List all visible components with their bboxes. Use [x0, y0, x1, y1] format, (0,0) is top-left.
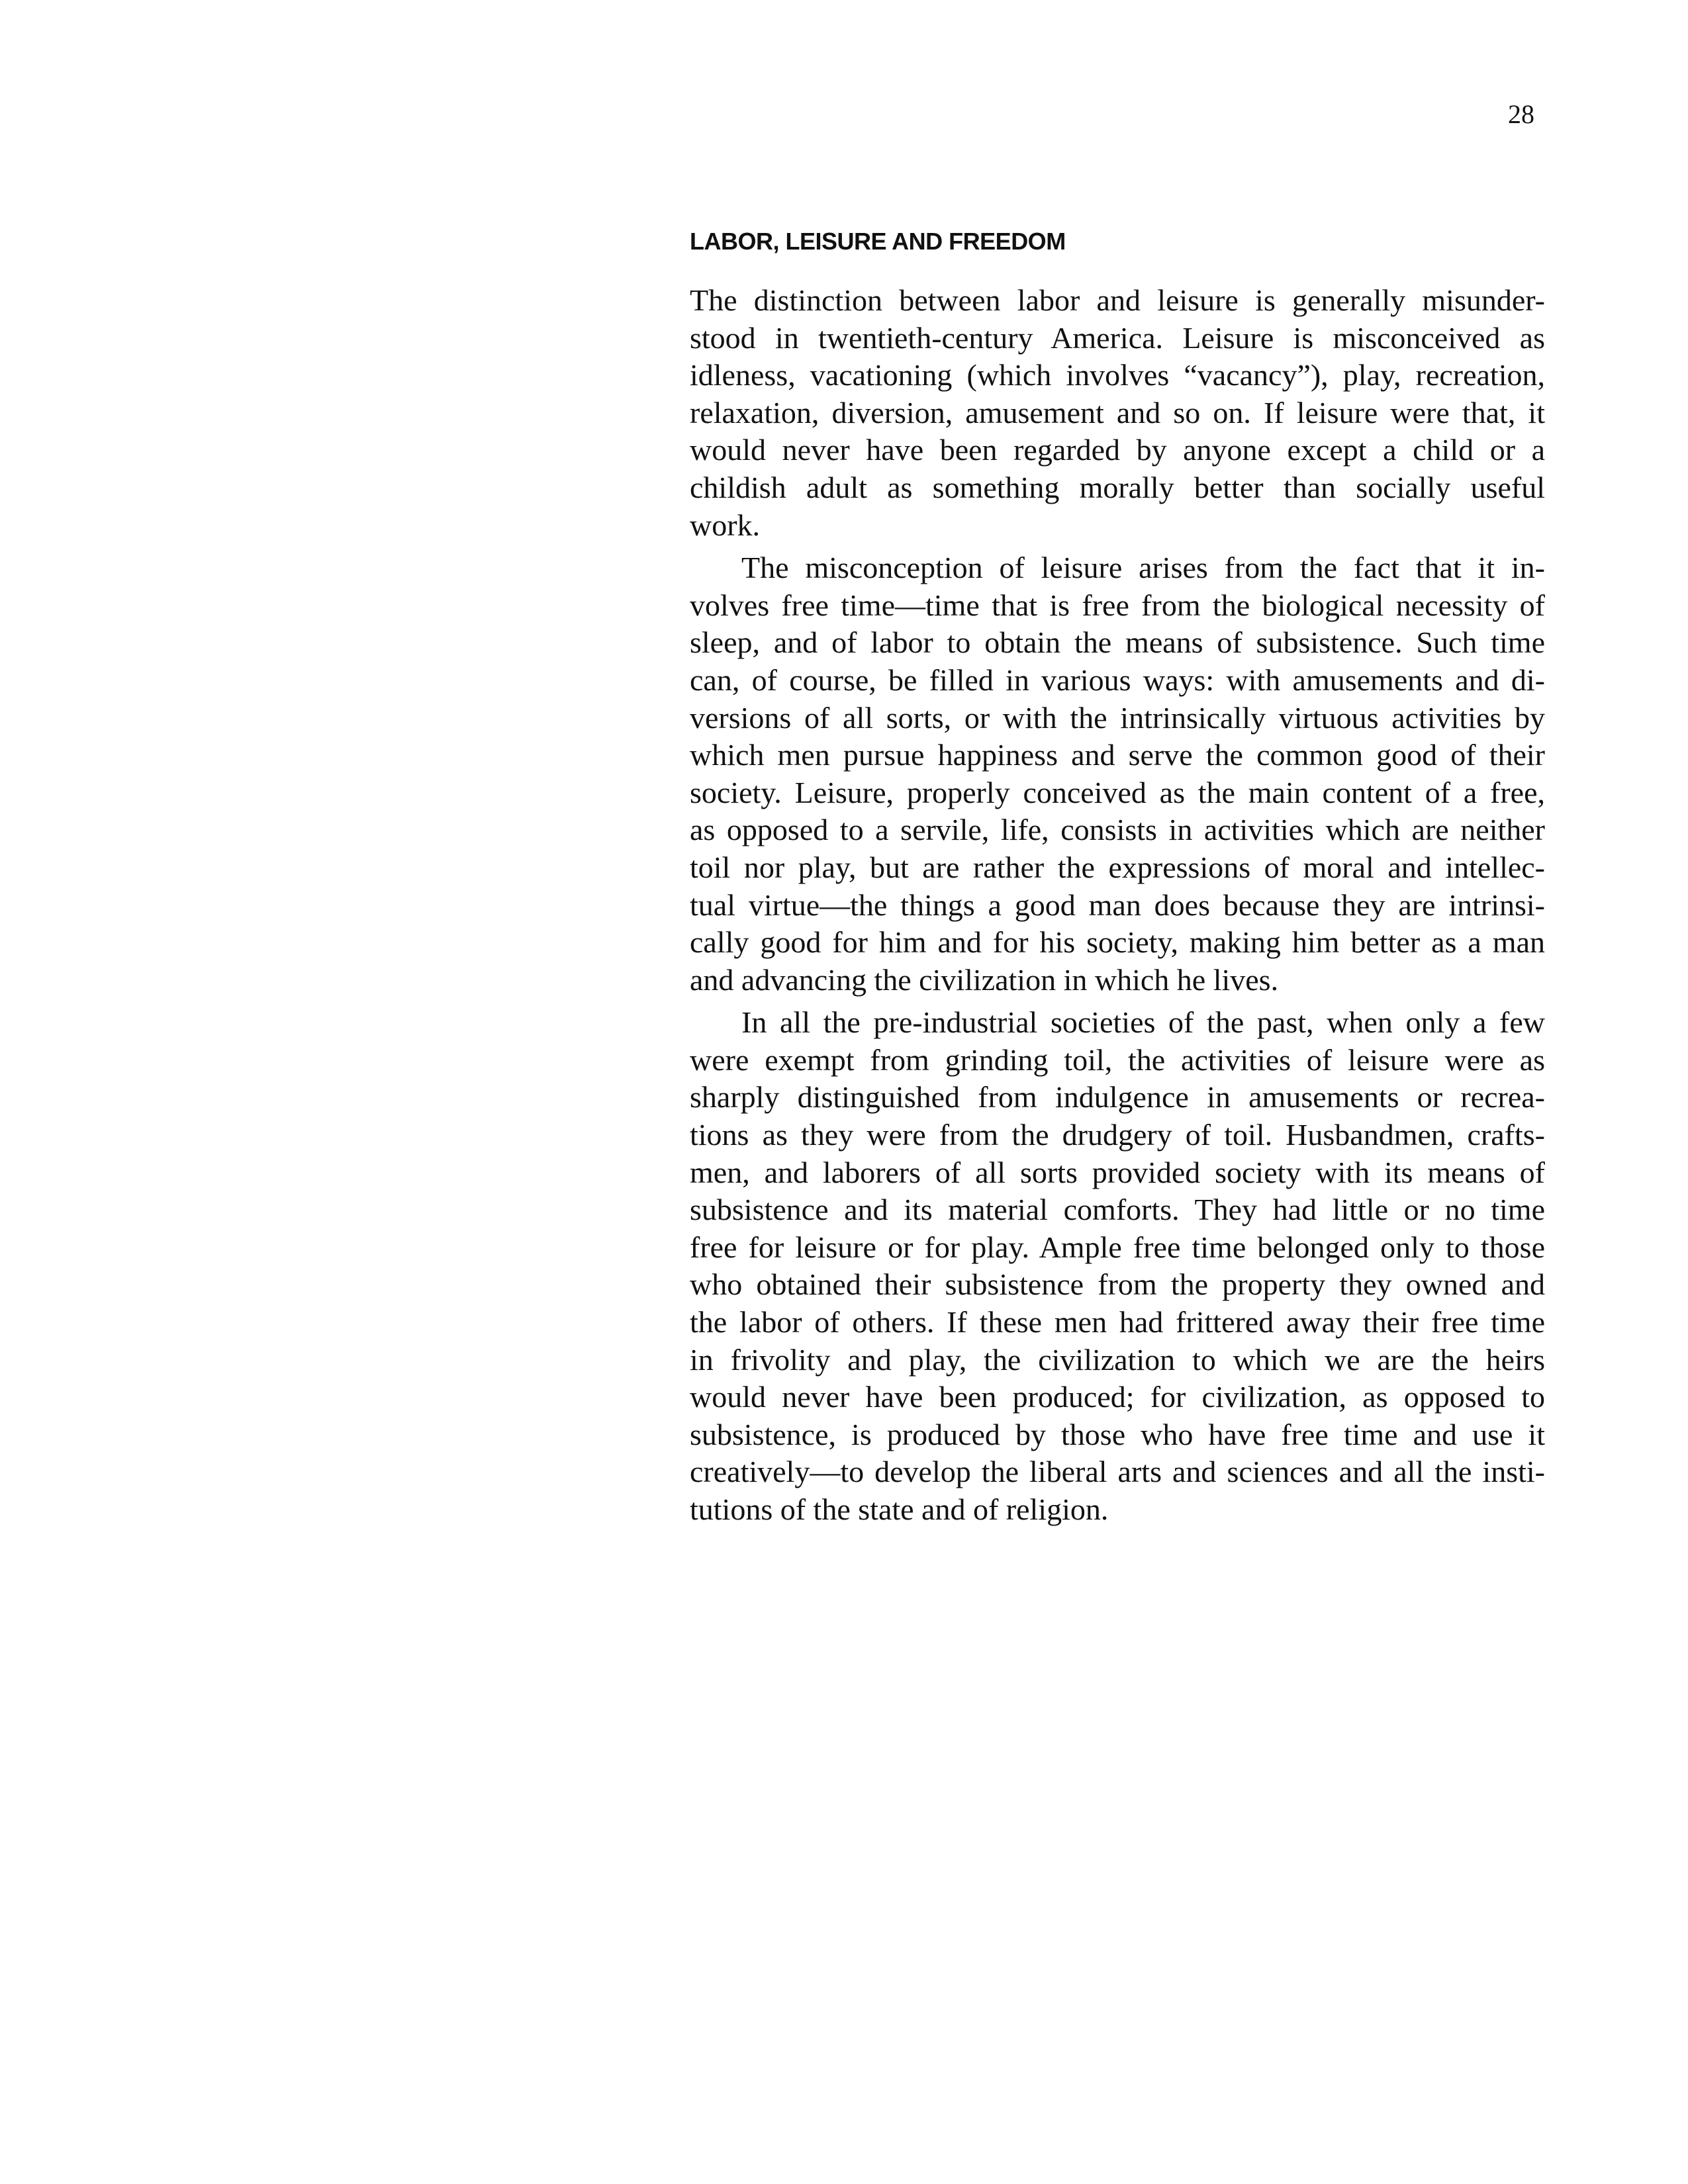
text-line: the labor of others. If these men had frittered away their free time	[690, 1305, 1545, 1340]
text-line: work.	[690, 508, 761, 542]
text-line: would never have been produced; for civilization, as opposed to	[690, 1380, 1545, 1414]
text-line: sleep, and of labor to obtain the means of subsistence. Such time	[690, 625, 1545, 660]
body-text	[690, 282, 1545, 1534]
paragraph	[690, 549, 1545, 999]
paragraph	[690, 282, 1545, 544]
text-line: society. Leisure, properly conceived as the main content of a free,	[690, 775, 1545, 809]
text-line: and advancing the civilization in which he lives.	[690, 962, 1279, 997]
text-line: tions as they were from the drudgery of toil. Husbandmen, crafts-	[690, 1118, 1545, 1152]
text-line: subsistence and its material comforts. They had little or no time	[690, 1193, 1545, 1227]
text-line: In all the pre-industrial societies of the past, when only a few	[741, 1005, 1545, 1040]
paragraph	[690, 1004, 1545, 1528]
text-line: free for leisure or for play. Ample free time belonged only to those	[690, 1230, 1545, 1264]
text-line: cally good for him and for his society, making him better as a man	[690, 925, 1545, 960]
text-line: toil nor play, but are rather the expressions of moral and intellec-	[690, 850, 1545, 884]
text-line: relaxation, diversion, amusement and so on. If leisure were that, it	[690, 395, 1545, 430]
text-line: volves free time—time that is free from the biological necessity of	[690, 588, 1545, 622]
text-line: which men pursue happiness and serve the common good of their	[690, 738, 1545, 772]
text-line: as opposed to a servile, life, consists in activities which are neither	[690, 813, 1545, 847]
text-line: subsistence, is produced by those who have free time and use it	[690, 1417, 1545, 1451]
page-number: 28	[1508, 99, 1534, 129]
text-line: The distinction between labor and leisure is generally misunder-	[690, 283, 1545, 317]
text-line: versions of all sorts, or with the intrinsically virtuous activities by	[690, 700, 1545, 735]
text-line: creatively—to develop the liberal arts and sciences and all the insti-	[690, 1455, 1545, 1489]
text-line: tutions of the state and of religion.	[690, 1492, 1109, 1526]
text-line: who obtained their subsistence from the property they owned and	[690, 1267, 1545, 1302]
text-line: idleness, vacationing (which involves “vacancy”), play, recreation,	[690, 358, 1545, 392]
text-line: can, of course, be filled in various ways: with amusements and di-	[690, 662, 1545, 697]
text-line: in frivolity and play, the civilization to which we are the heirs	[690, 1342, 1545, 1377]
text-line: men, and laborers of all sorts provided society with its means of	[690, 1155, 1545, 1189]
text-line: childish adult as something morally better than socially useful	[690, 470, 1545, 504]
text-line: would never have been regarded by anyone except a child or a	[690, 433, 1545, 467]
text-line: were exempt from grinding toil, the activities of leisure were as	[690, 1042, 1545, 1077]
text-line: The misconception of leisure arises from the fact that it in-	[741, 551, 1545, 585]
text-line: tual virtue—the things a good man does because they are intrinsi-	[690, 887, 1545, 922]
text-line: sharply distinguished from indulgence in amusements or recrea-	[690, 1080, 1545, 1115]
section-heading: LABOR, LEISURE AND FREEDOM	[690, 228, 1066, 255]
text-line: stood in twentieth-century America. Leisure is misconceived as	[690, 320, 1545, 355]
